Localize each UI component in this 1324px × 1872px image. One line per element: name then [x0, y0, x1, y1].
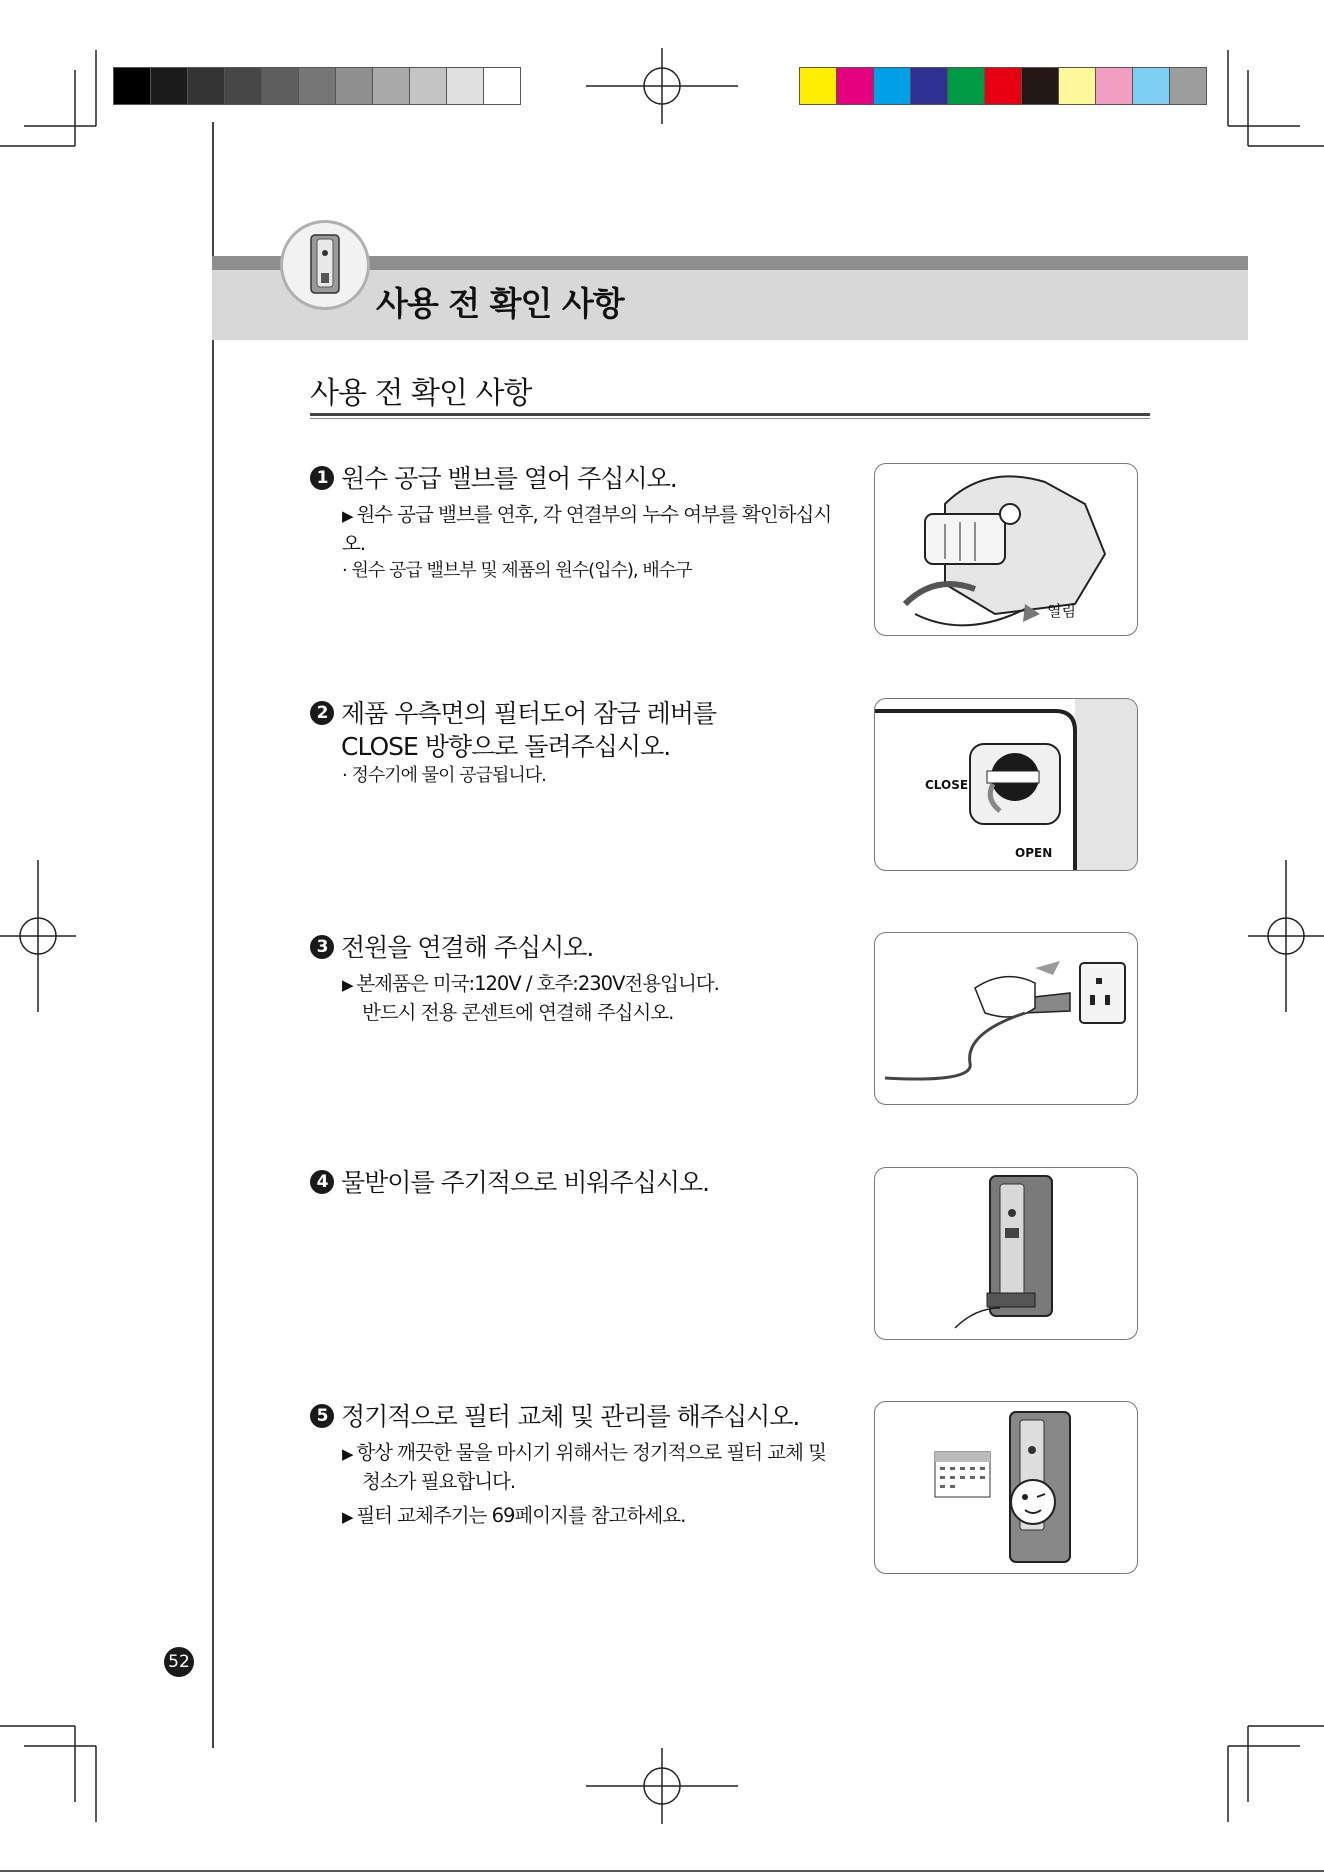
step-1 — [310, 462, 850, 584]
water-purifier-icon — [280, 220, 370, 310]
step-number: 4 — [310, 1170, 334, 1194]
step-title — [310, 931, 850, 964]
step-title-text: 정기적으로 필터 교체 및 관리를 해주십시오. — [341, 1402, 800, 1431]
step-3 — [310, 931, 850, 1027]
step-number: 2 — [310, 701, 334, 725]
step-instruction: ▶ 항상 깨끗한 물을 마시기 위해서는 정기적으로 필터 교체 및 — [310, 1439, 850, 1468]
step-title-line-1: 제품 우측면의 필터도어 잠금 레버를 — [341, 699, 717, 728]
step-instruction-cont: 반드시 전용 콘센트에 연결해 주십시오. — [362, 1001, 674, 1024]
section-title: 사용 전 확인 사항 — [310, 376, 532, 411]
step-number: 5 — [310, 1404, 334, 1428]
valve-illustration — [874, 463, 1138, 636]
step-instruction: ▶ 원수 공급 밸브를 연후, 각 연결부의 누수 여부를 확인하십시오. — [310, 501, 850, 558]
header-band — [212, 270, 1248, 340]
step-instruction: ▶ 필터 교체주기는 69페이지를 참고하세요. — [310, 1502, 850, 1531]
section-rule-thin — [310, 418, 1150, 419]
step-title — [310, 1166, 850, 1199]
step-4 — [310, 1166, 850, 1199]
step-5 — [310, 1400, 850, 1531]
filter-door-lever-illustration — [874, 698, 1138, 871]
page-title: 사용 전 확인 사항 — [376, 284, 624, 323]
step-title — [310, 1400, 850, 1433]
section-rule — [310, 413, 1150, 416]
step-instruction-cont: 청소가 필요합니다. — [362, 1470, 516, 1493]
step-number: 3 — [310, 935, 334, 959]
close-label: CLOSE — [925, 778, 969, 792]
step-instruction: ▶ 본제품은 미국:120V / 호주:230V전용입니다. — [310, 970, 850, 999]
page-number: 52 — [164, 1647, 194, 1677]
step-title-text: 물받이를 주기적으로 비워주십시오. — [341, 1168, 710, 1197]
step-note: · 정수기에 물이 공급됩니다. — [342, 765, 546, 786]
step-title-text: 전원을 연결해 주십시오. — [341, 933, 594, 962]
step-title — [310, 462, 850, 495]
step-title-line-2: CLOSE 방향으로 돌려주십시오. — [341, 732, 671, 761]
filter-calendar-illustration — [874, 1401, 1138, 1574]
open-label: 열림 — [1047, 602, 1076, 620]
step-2 — [310, 697, 850, 789]
step-number: 1 — [310, 466, 334, 490]
power-plug-illustration — [874, 932, 1138, 1105]
open-label: OPEN — [1015, 846, 1053, 860]
step-title — [310, 697, 850, 763]
step-note: · 원수 공급 밸브부 및 제품의 원수(입수), 배수구 — [342, 560, 692, 581]
margin-rule — [212, 122, 214, 1748]
step-title-text: 원수 공급 밸브를 열어 주십시오. — [341, 464, 677, 493]
drip-tray-illustration — [874, 1167, 1138, 1340]
